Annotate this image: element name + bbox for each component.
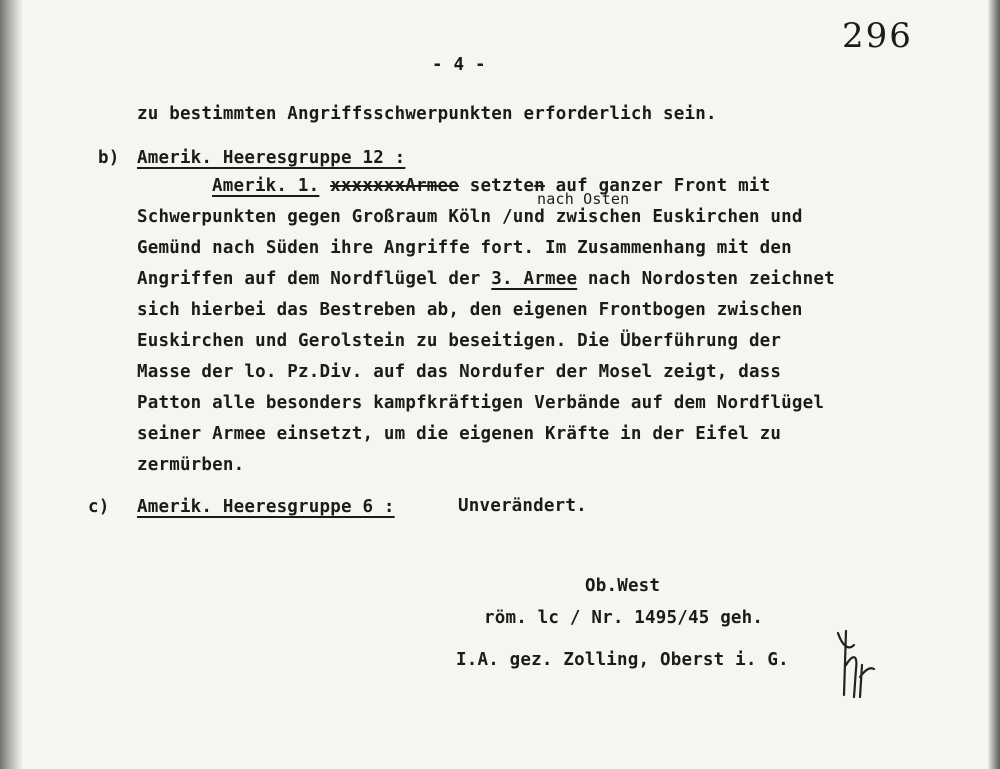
- signature-line-1: Ob.West: [585, 576, 661, 596]
- army-heading: Amerik. 1.: [212, 176, 320, 196]
- page-marker: - 4 -: [432, 55, 486, 75]
- text-line-6: [137, 269, 835, 289]
- text-line-9a: Masse der lo. Pz.: [137, 362, 320, 382]
- text-line-11: seiner Armee einsetzt, um die eigenen Kräfte in der Eifel zu: [137, 424, 782, 444]
- third-army-underlined: 3. Armee: [491, 269, 578, 289]
- section-c-text: Unverändert.: [458, 496, 587, 516]
- text-line-6a: Angriffen auf dem Nordflügel der: [137, 269, 492, 289]
- signature-line-2: röm. lc / Nr. 1495/45 geh.: [484, 608, 764, 628]
- line3-end: auf ganzer Front mit: [555, 176, 771, 196]
- line3-rest: setzte: [469, 176, 535, 196]
- struck-letter: n: [534, 176, 545, 196]
- army-heading-line: [212, 176, 770, 196]
- scan-left-edge: [0, 0, 22, 769]
- text-line-9b: Div.: [319, 362, 363, 382]
- text-line-12: zermürben.: [137, 455, 245, 475]
- text-line-5: Gemünd nach Süden ihre Angriffe fort. Im Zusammenhang mit den: [137, 238, 792, 258]
- struck-text: xxxxxxxArmee: [330, 176, 459, 196]
- text-line-8: Euskirchen und Gerolstein zu beseitigen. Die Überführung der: [137, 331, 782, 351]
- text-line-9: [137, 362, 781, 382]
- archive-page-number: 296: [842, 16, 913, 56]
- text-line-10: Patton alle besonders kampfkräftigen Verbände auf dem Nordflügel: [137, 393, 825, 413]
- section-c-label: c): [88, 497, 110, 517]
- scan-right-edge: [988, 0, 1000, 769]
- section-c-heading: Amerik. Heeresgruppe 6 :: [137, 497, 395, 517]
- text-line-4: Schwerpunkten gegen Großraum Köln /und zwischen Euskirchen und: [137, 207, 803, 227]
- text-line-6c: nach Nordosten zeichnet: [577, 269, 835, 289]
- section-b-label: b): [98, 148, 120, 168]
- text-line-7: sich hierbei das Bestreben ab, den eigenen Frontbogen zwischen: [137, 300, 803, 320]
- handwritten-initials-icon: [830, 625, 890, 705]
- signature-line-3: I.A. gez. Zolling, Oberst i. G.: [456, 650, 789, 670]
- text-line-9c: auf das Nordufer der Mosel zeigt, dass: [362, 362, 782, 382]
- section-b-heading: Amerik. Heeresgruppe 12 :: [137, 148, 406, 168]
- handwritten-insert: nach Osten: [537, 190, 630, 208]
- text-line-1: zu bestimmten Angriffsschwerpunkten erforderlich sein.: [137, 104, 717, 124]
